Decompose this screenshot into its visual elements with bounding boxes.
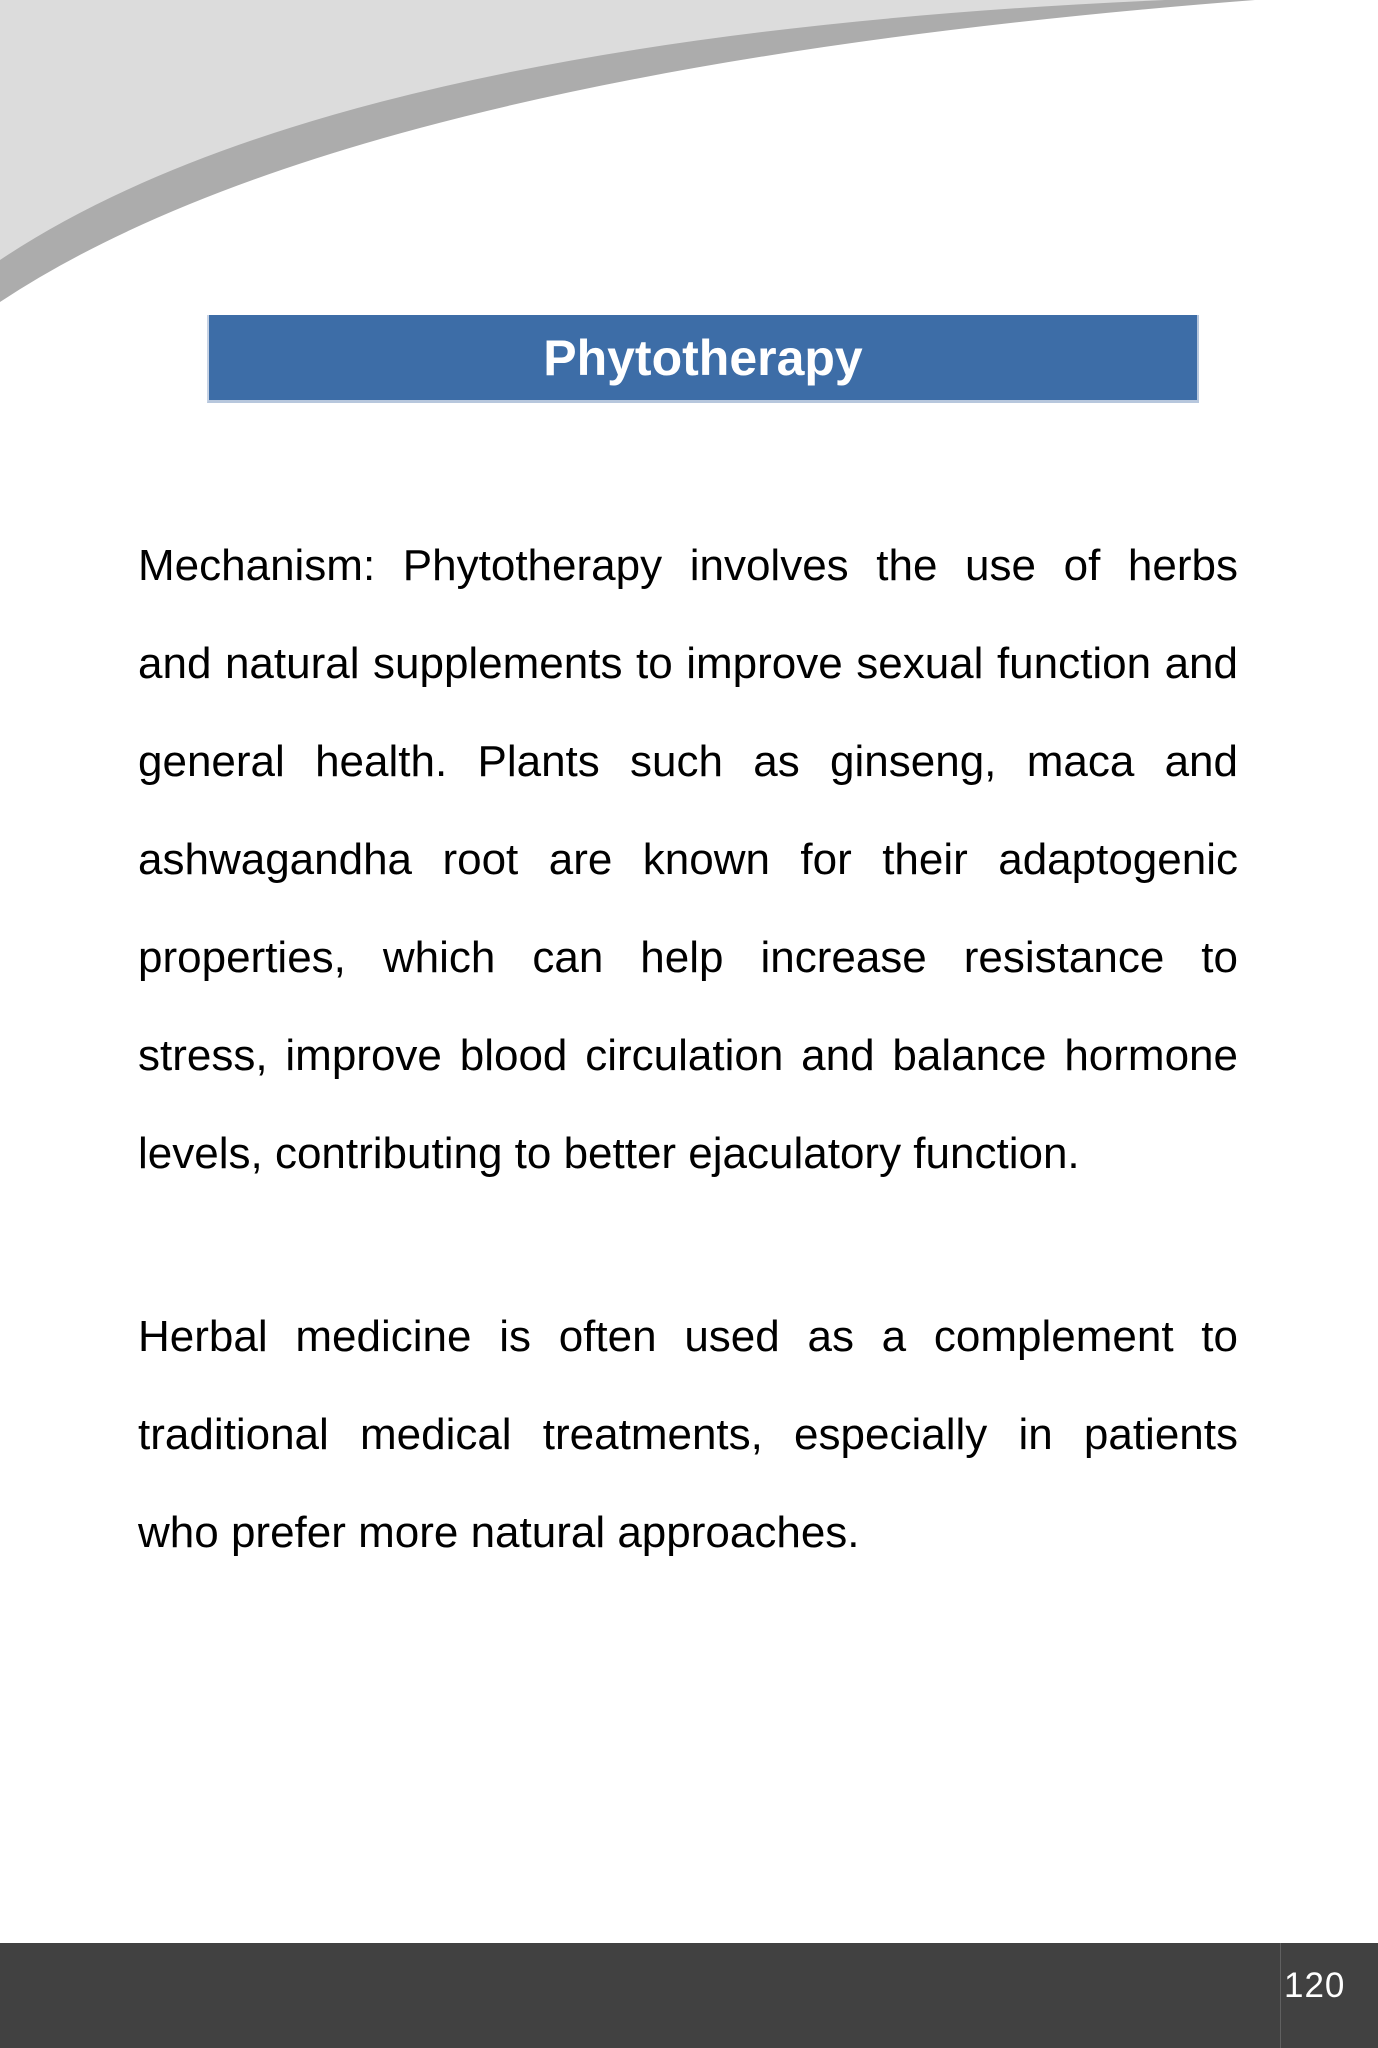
paragraph-mechanism [138,517,1238,1203]
page-number: 120 [1284,1966,1346,2005]
curve-light-shape [0,0,1165,260]
body-line: ashwagandha root are known for their adaptogenic [138,835,1238,884]
body-text [138,517,1238,1582]
page-title: Phytotherapy [543,329,863,386]
footer-bar [0,1943,1378,2048]
body-line: levels, contributing to better ejaculatory function. [138,1129,1080,1178]
footer-divider [1280,1943,1281,2048]
title-bar [207,315,1199,403]
body-line: general health. Plants such as ginseng, maca and [138,737,1238,786]
body-line: stress, improve blood circulation and balance hormone [138,1031,1238,1080]
paragraph-herbal-medicine [138,1288,1238,1582]
body-line: traditional medical treatments, especially in patients [138,1410,1238,1459]
body-line: Herbal medicine is often used as a complement to [138,1312,1238,1361]
body-line: properties, which can help increase resistance to [138,933,1238,982]
body-line: and natural supplements to improve sexual function and [138,639,1238,688]
header-curve-decoration [0,0,1378,310]
body-line: Mechanism: Phytotherapy involves the use of herbs [138,541,1238,590]
body-line: who prefer more natural approaches. [138,1508,860,1557]
